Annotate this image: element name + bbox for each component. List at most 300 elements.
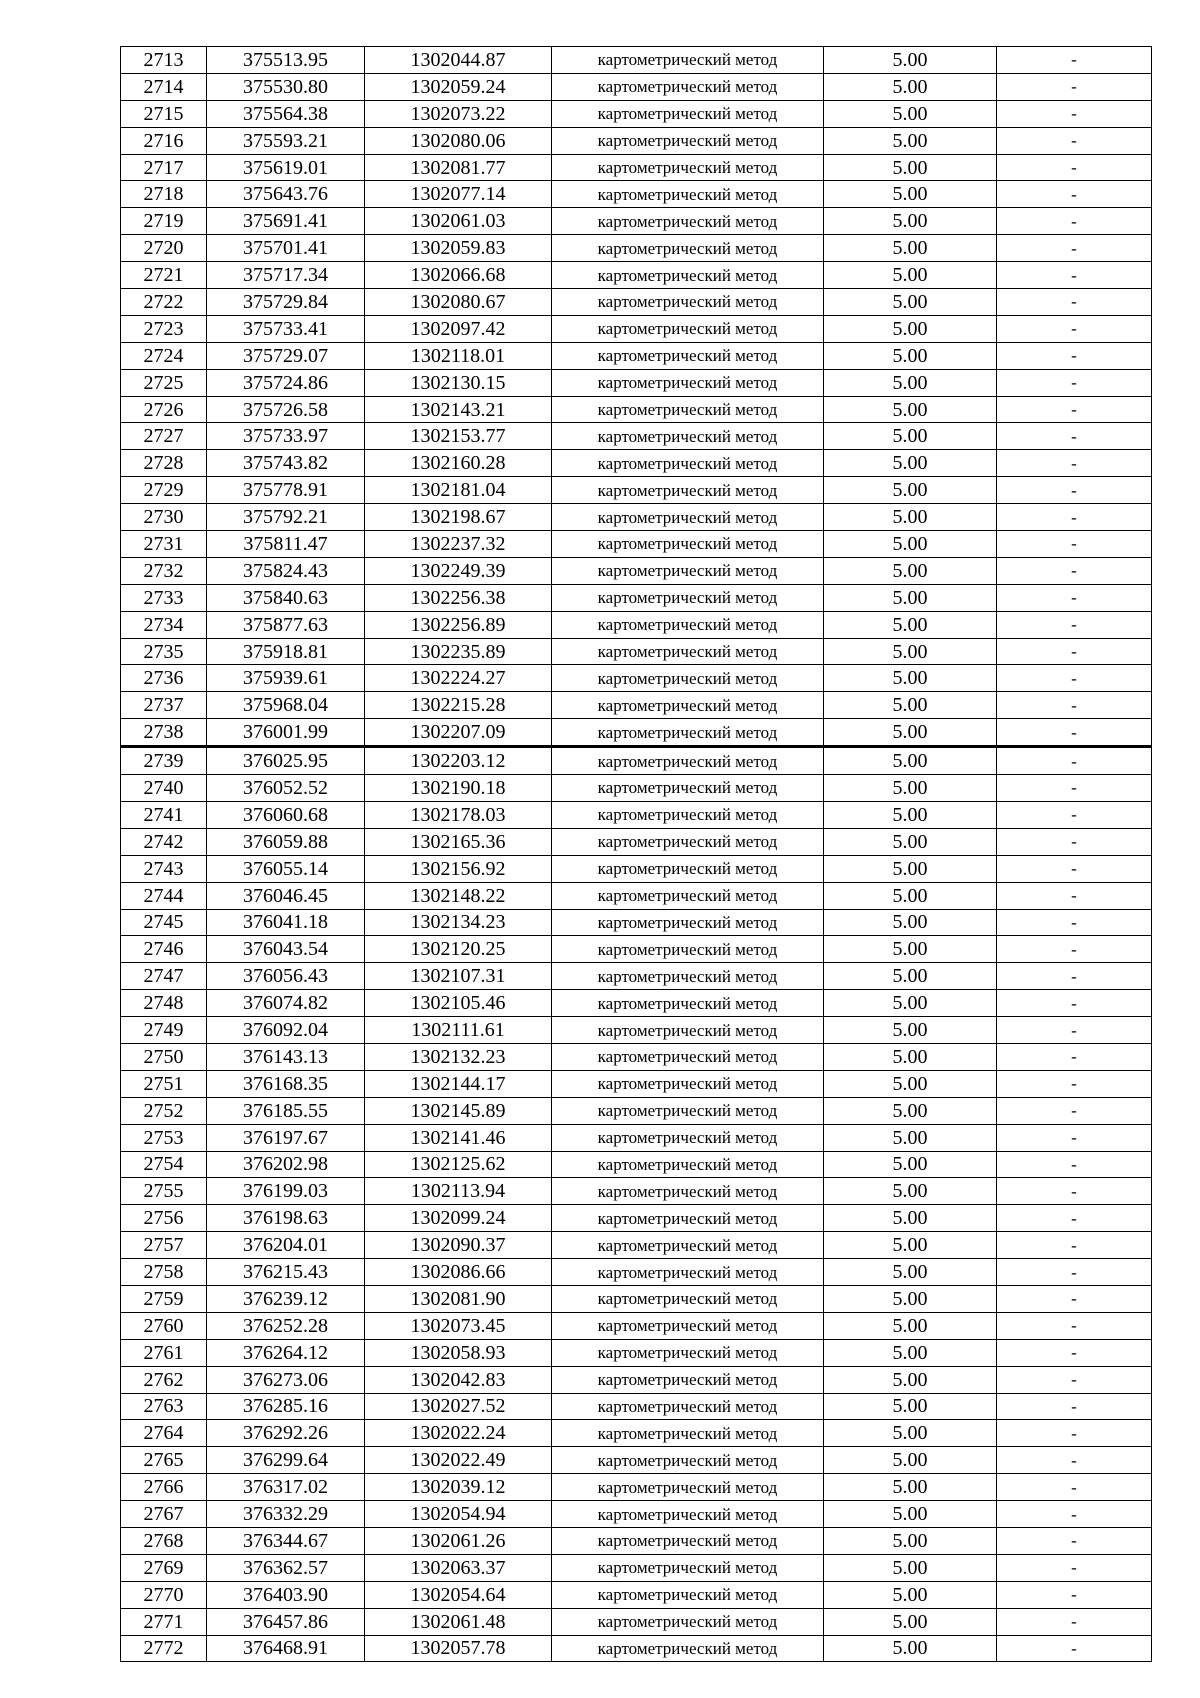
point-number-cell: 2755	[121, 1178, 207, 1205]
point-number-cell: 2734	[121, 611, 207, 638]
error-cell: 5.00	[824, 154, 997, 181]
error-cell: 5.00	[824, 423, 997, 450]
table-row	[121, 100, 1152, 127]
x-coordinate-cell: 376332.29	[207, 1501, 365, 1528]
x-coordinate-cell: 376059.88	[207, 828, 365, 855]
x-coordinate-cell: 375778.91	[207, 477, 365, 504]
error-cell: 5.00	[824, 1393, 997, 1420]
note-cell: -	[997, 1608, 1152, 1635]
table-row	[121, 801, 1152, 828]
note-cell: -	[997, 315, 1152, 342]
error-cell: 5.00	[824, 882, 997, 909]
y-coordinate-cell: 1302107.31	[365, 963, 552, 990]
table-row	[121, 423, 1152, 450]
y-coordinate-cell: 1302198.67	[365, 504, 552, 531]
error-cell: 5.00	[824, 1527, 997, 1554]
table-row	[121, 504, 1152, 531]
note-cell: -	[997, 963, 1152, 990]
x-coordinate-cell: 376060.68	[207, 801, 365, 828]
y-coordinate-cell: 1302058.93	[365, 1339, 552, 1366]
y-coordinate-cell: 1302066.68	[365, 262, 552, 289]
note-cell: -	[997, 1554, 1152, 1581]
table-row	[121, 1017, 1152, 1044]
note-cell: -	[997, 692, 1152, 719]
point-number-cell: 2735	[121, 638, 207, 665]
note-cell: -	[997, 1339, 1152, 1366]
y-coordinate-cell: 1302134.23	[365, 909, 552, 936]
x-coordinate-cell: 376043.54	[207, 936, 365, 963]
y-coordinate-cell: 1302207.09	[365, 719, 552, 747]
method-cell: картометрический метод	[552, 963, 824, 990]
y-coordinate-cell: 1302057.78	[365, 1635, 552, 1662]
note-cell: -	[997, 1581, 1152, 1608]
x-coordinate-cell: 376273.06	[207, 1366, 365, 1393]
x-coordinate-cell: 375743.82	[207, 450, 365, 477]
note-cell: -	[997, 1527, 1152, 1554]
x-coordinate-cell: 375513.95	[207, 47, 365, 74]
x-coordinate-cell: 376046.45	[207, 882, 365, 909]
method-cell: картометрический метод	[552, 1205, 824, 1232]
point-number-cell: 2714	[121, 73, 207, 100]
note-cell: -	[997, 611, 1152, 638]
table-row	[121, 665, 1152, 692]
x-coordinate-cell: 376055.14	[207, 855, 365, 882]
x-coordinate-cell: 376285.16	[207, 1393, 365, 1420]
error-cell: 5.00	[824, 1043, 997, 1070]
x-coordinate-cell: 376001.99	[207, 719, 365, 747]
x-coordinate-cell: 376403.90	[207, 1581, 365, 1608]
note-cell: -	[997, 1043, 1152, 1070]
method-cell: картометрический метод	[552, 531, 824, 558]
note-cell: -	[997, 208, 1152, 235]
method-cell: картометрический метод	[552, 1017, 824, 1044]
note-cell: -	[997, 423, 1152, 450]
note-cell: -	[997, 1447, 1152, 1474]
error-cell: 5.00	[824, 936, 997, 963]
y-coordinate-cell: 1302073.45	[365, 1312, 552, 1339]
y-coordinate-cell: 1302181.04	[365, 477, 552, 504]
y-coordinate-cell: 1302156.92	[365, 855, 552, 882]
table-row	[121, 450, 1152, 477]
y-coordinate-cell: 1302165.36	[365, 828, 552, 855]
error-cell: 5.00	[824, 828, 997, 855]
table-row	[121, 1581, 1152, 1608]
table-row	[121, 1070, 1152, 1097]
x-coordinate-cell: 375918.81	[207, 638, 365, 665]
y-coordinate-cell: 1302144.17	[365, 1070, 552, 1097]
x-coordinate-cell: 375724.86	[207, 369, 365, 396]
x-coordinate-cell: 375939.61	[207, 665, 365, 692]
y-coordinate-cell: 1302125.62	[365, 1151, 552, 1178]
point-number-cell: 2765	[121, 1447, 207, 1474]
point-number-cell: 2758	[121, 1259, 207, 1286]
method-cell: картометрический метод	[552, 1501, 824, 1528]
y-coordinate-cell: 1302086.66	[365, 1259, 552, 1286]
x-coordinate-cell: 375877.63	[207, 611, 365, 638]
y-coordinate-cell: 1302148.22	[365, 882, 552, 909]
method-cell: картометрический метод	[552, 1527, 824, 1554]
error-cell: 5.00	[824, 1581, 997, 1608]
x-coordinate-cell: 376074.82	[207, 990, 365, 1017]
x-coordinate-cell: 375729.84	[207, 289, 365, 316]
table-row	[121, 638, 1152, 665]
x-coordinate-cell: 376092.04	[207, 1017, 365, 1044]
x-coordinate-cell: 376198.63	[207, 1205, 365, 1232]
method-cell: картометрический метод	[552, 504, 824, 531]
point-number-cell: 2753	[121, 1124, 207, 1151]
table-row	[121, 289, 1152, 316]
point-number-cell: 2764	[121, 1420, 207, 1447]
x-coordinate-cell: 376143.13	[207, 1043, 365, 1070]
method-cell: картометрический метод	[552, 1312, 824, 1339]
table-row	[121, 1501, 1152, 1528]
method-cell: картометрический метод	[552, 1608, 824, 1635]
point-number-cell: 2719	[121, 208, 207, 235]
y-coordinate-cell: 1302203.12	[365, 747, 552, 775]
x-coordinate-cell: 375824.43	[207, 557, 365, 584]
error-cell: 5.00	[824, 1097, 997, 1124]
x-coordinate-cell: 375968.04	[207, 692, 365, 719]
method-cell: картометрический метод	[552, 665, 824, 692]
x-coordinate-cell: 376362.57	[207, 1554, 365, 1581]
method-cell: картометрический метод	[552, 423, 824, 450]
method-cell: картометрический метод	[552, 719, 824, 747]
x-coordinate-cell: 376202.98	[207, 1151, 365, 1178]
note-cell: -	[997, 477, 1152, 504]
method-cell: картометрический метод	[552, 1420, 824, 1447]
note-cell: -	[997, 557, 1152, 584]
table-row	[121, 315, 1152, 342]
table-row	[121, 1285, 1152, 1312]
x-coordinate-cell: 376457.86	[207, 1608, 365, 1635]
note-cell: -	[997, 1070, 1152, 1097]
y-coordinate-cell: 1302256.38	[365, 584, 552, 611]
table-row	[121, 127, 1152, 154]
method-cell: картометрический метод	[552, 882, 824, 909]
y-coordinate-cell: 1302099.24	[365, 1205, 552, 1232]
point-number-cell: 2720	[121, 235, 207, 262]
x-coordinate-cell: 375619.01	[207, 154, 365, 181]
note-cell: -	[997, 665, 1152, 692]
table-row	[121, 692, 1152, 719]
note-cell: -	[997, 1312, 1152, 1339]
table-row	[121, 882, 1152, 909]
error-cell: 5.00	[824, 855, 997, 882]
table-row	[121, 1420, 1152, 1447]
note-cell: -	[997, 127, 1152, 154]
error-cell: 5.00	[824, 1151, 997, 1178]
method-cell: картометрический метод	[552, 1447, 824, 1474]
x-coordinate-cell: 376252.28	[207, 1312, 365, 1339]
method-cell: картометрический метод	[552, 1124, 824, 1151]
x-coordinate-cell: 376292.26	[207, 1420, 365, 1447]
error-cell: 5.00	[824, 342, 997, 369]
error-cell: 5.00	[824, 369, 997, 396]
y-coordinate-cell: 1302120.25	[365, 936, 552, 963]
table-row	[121, 342, 1152, 369]
point-number-cell: 2740	[121, 775, 207, 802]
point-number-cell: 2760	[121, 1312, 207, 1339]
error-cell: 5.00	[824, 638, 997, 665]
error-cell: 5.00	[824, 775, 997, 802]
table-row	[121, 1312, 1152, 1339]
error-cell: 5.00	[824, 665, 997, 692]
y-coordinate-cell: 1302039.12	[365, 1474, 552, 1501]
x-coordinate-cell: 375840.63	[207, 584, 365, 611]
point-number-cell: 2726	[121, 396, 207, 423]
point-number-cell: 2738	[121, 719, 207, 747]
y-coordinate-cell: 1302249.39	[365, 557, 552, 584]
error-cell: 5.00	[824, 1474, 997, 1501]
x-coordinate-cell: 376185.55	[207, 1097, 365, 1124]
y-coordinate-cell: 1302081.77	[365, 154, 552, 181]
coordinates-table	[120, 46, 1152, 1662]
method-cell: картометрический метод	[552, 584, 824, 611]
y-coordinate-cell: 1302130.15	[365, 369, 552, 396]
point-number-cell: 2731	[121, 531, 207, 558]
note-cell: -	[997, 1474, 1152, 1501]
table-row	[121, 1635, 1152, 1662]
x-coordinate-cell: 375691.41	[207, 208, 365, 235]
note-cell: -	[997, 100, 1152, 127]
y-coordinate-cell: 1302059.83	[365, 235, 552, 262]
method-cell: картометрический метод	[552, 1581, 824, 1608]
x-coordinate-cell: 376215.43	[207, 1259, 365, 1286]
error-cell: 5.00	[824, 1366, 997, 1393]
y-coordinate-cell: 1302215.28	[365, 692, 552, 719]
error-cell: 5.00	[824, 477, 997, 504]
y-coordinate-cell: 1302190.18	[365, 775, 552, 802]
error-cell: 5.00	[824, 801, 997, 828]
method-cell: картометрический метод	[552, 1097, 824, 1124]
method-cell: картометрический метод	[552, 342, 824, 369]
y-coordinate-cell: 1302054.64	[365, 1581, 552, 1608]
error-cell: 5.00	[824, 1285, 997, 1312]
note-cell: -	[997, 1097, 1152, 1124]
point-number-cell: 2732	[121, 557, 207, 584]
error-cell: 5.00	[824, 719, 997, 747]
x-coordinate-cell: 375733.97	[207, 423, 365, 450]
error-cell: 5.00	[824, 1205, 997, 1232]
table-row	[121, 73, 1152, 100]
table-row	[121, 1608, 1152, 1635]
x-coordinate-cell: 376041.18	[207, 909, 365, 936]
point-number-cell: 2770	[121, 1581, 207, 1608]
y-coordinate-cell: 1302081.90	[365, 1285, 552, 1312]
error-cell: 5.00	[824, 208, 997, 235]
table-row	[121, 909, 1152, 936]
error-cell: 5.00	[824, 1312, 997, 1339]
y-coordinate-cell: 1302113.94	[365, 1178, 552, 1205]
note-cell: -	[997, 181, 1152, 208]
note-cell: -	[997, 1232, 1152, 1259]
error-cell: 5.00	[824, 692, 997, 719]
x-coordinate-cell: 376239.12	[207, 1285, 365, 1312]
note-cell: -	[997, 1017, 1152, 1044]
point-number-cell: 2741	[121, 801, 207, 828]
method-cell: картометрический метод	[552, 1554, 824, 1581]
y-coordinate-cell: 1302073.22	[365, 100, 552, 127]
method-cell: картометрический метод	[552, 1043, 824, 1070]
point-number-cell: 2762	[121, 1366, 207, 1393]
table-row	[121, 557, 1152, 584]
method-cell: картометрический метод	[552, 828, 824, 855]
x-coordinate-cell: 376317.02	[207, 1474, 365, 1501]
error-cell: 5.00	[824, 1608, 997, 1635]
point-number-cell: 2744	[121, 882, 207, 909]
note-cell: -	[997, 396, 1152, 423]
x-coordinate-cell: 375717.34	[207, 262, 365, 289]
y-coordinate-cell: 1302063.37	[365, 1554, 552, 1581]
note-cell: -	[997, 1420, 1152, 1447]
y-coordinate-cell: 1302132.23	[365, 1043, 552, 1070]
error-cell: 5.00	[824, 909, 997, 936]
method-cell: картометрический метод	[552, 692, 824, 719]
error-cell: 5.00	[824, 584, 997, 611]
table-row	[121, 1527, 1152, 1554]
point-number-cell: 2752	[121, 1097, 207, 1124]
point-number-cell: 2769	[121, 1554, 207, 1581]
x-coordinate-cell: 375733.41	[207, 315, 365, 342]
method-cell: картометрический метод	[552, 369, 824, 396]
x-coordinate-cell: 376344.67	[207, 1527, 365, 1554]
y-coordinate-cell: 1302145.89	[365, 1097, 552, 1124]
error-cell: 5.00	[824, 262, 997, 289]
error-cell: 5.00	[824, 100, 997, 127]
table-row	[121, 1393, 1152, 1420]
error-cell: 5.00	[824, 990, 997, 1017]
error-cell: 5.00	[824, 504, 997, 531]
table-row	[121, 369, 1152, 396]
error-cell: 5.00	[824, 1339, 997, 1366]
point-number-cell: 2723	[121, 315, 207, 342]
y-coordinate-cell: 1302042.83	[365, 1366, 552, 1393]
x-coordinate-cell: 376204.01	[207, 1232, 365, 1259]
x-coordinate-cell: 375701.41	[207, 235, 365, 262]
method-cell: картометрический метод	[552, 127, 824, 154]
error-cell: 5.00	[824, 1447, 997, 1474]
table-row	[121, 1339, 1152, 1366]
method-cell: картометрический метод	[552, 638, 824, 665]
y-coordinate-cell: 1302111.61	[365, 1017, 552, 1044]
method-cell: картометрический метод	[552, 315, 824, 342]
point-number-cell: 2743	[121, 855, 207, 882]
table-row	[121, 1259, 1152, 1286]
table-row	[121, 1124, 1152, 1151]
point-number-cell: 2761	[121, 1339, 207, 1366]
table-row	[121, 855, 1152, 882]
error-cell: 5.00	[824, 127, 997, 154]
y-coordinate-cell: 1302077.14	[365, 181, 552, 208]
method-cell: картометрический метод	[552, 855, 824, 882]
note-cell: -	[997, 450, 1152, 477]
y-coordinate-cell: 1302044.87	[365, 47, 552, 74]
error-cell: 5.00	[824, 747, 997, 775]
method-cell: картометрический метод	[552, 1285, 824, 1312]
x-coordinate-cell: 376168.35	[207, 1070, 365, 1097]
note-cell: -	[997, 747, 1152, 775]
point-number-cell: 2725	[121, 369, 207, 396]
y-coordinate-cell: 1302061.48	[365, 1608, 552, 1635]
point-number-cell: 2733	[121, 584, 207, 611]
x-coordinate-cell: 376468.91	[207, 1635, 365, 1662]
method-cell: картометрический метод	[552, 100, 824, 127]
y-coordinate-cell: 1302080.67	[365, 289, 552, 316]
point-number-cell: 2746	[121, 936, 207, 963]
note-cell: -	[997, 1501, 1152, 1528]
table-row	[121, 1097, 1152, 1124]
y-coordinate-cell: 1302090.37	[365, 1232, 552, 1259]
y-coordinate-cell: 1302059.24	[365, 73, 552, 100]
point-number-cell: 2745	[121, 909, 207, 936]
note-cell: -	[997, 369, 1152, 396]
y-coordinate-cell: 1302080.06	[365, 127, 552, 154]
error-cell: 5.00	[824, 1554, 997, 1581]
table-row	[121, 1178, 1152, 1205]
point-number-cell: 2721	[121, 262, 207, 289]
note-cell: -	[997, 289, 1152, 316]
method-cell: картометрический метод	[552, 1366, 824, 1393]
error-cell: 5.00	[824, 1070, 997, 1097]
method-cell: картометрический метод	[552, 1393, 824, 1420]
note-cell: -	[997, 47, 1152, 74]
point-number-cell: 2767	[121, 1501, 207, 1528]
method-cell: картометрический метод	[552, 1339, 824, 1366]
point-number-cell: 2739	[121, 747, 207, 775]
y-coordinate-cell: 1302237.32	[365, 531, 552, 558]
point-number-cell: 2718	[121, 181, 207, 208]
table-row	[121, 1366, 1152, 1393]
y-coordinate-cell: 1302061.26	[365, 1527, 552, 1554]
point-number-cell: 2724	[121, 342, 207, 369]
method-cell: картометрический метод	[552, 235, 824, 262]
x-coordinate-cell: 375792.21	[207, 504, 365, 531]
method-cell: картометрический метод	[552, 477, 824, 504]
point-number-cell: 2722	[121, 289, 207, 316]
x-coordinate-cell: 376056.43	[207, 963, 365, 990]
method-cell: картометрический метод	[552, 611, 824, 638]
table-row	[121, 531, 1152, 558]
method-cell: картометрический метод	[552, 450, 824, 477]
point-number-cell: 2728	[121, 450, 207, 477]
error-cell: 5.00	[824, 181, 997, 208]
point-number-cell: 2756	[121, 1205, 207, 1232]
table-row	[121, 775, 1152, 802]
y-coordinate-cell: 1302141.46	[365, 1124, 552, 1151]
table-row	[121, 208, 1152, 235]
x-coordinate-cell: 375593.21	[207, 127, 365, 154]
note-cell: -	[997, 504, 1152, 531]
x-coordinate-cell: 375729.07	[207, 342, 365, 369]
x-coordinate-cell: 376052.52	[207, 775, 365, 802]
note-cell: -	[997, 1635, 1152, 1662]
table-row	[121, 1205, 1152, 1232]
error-cell: 5.00	[824, 1017, 997, 1044]
table-row	[121, 719, 1152, 747]
point-number-cell: 2768	[121, 1527, 207, 1554]
point-number-cell: 2736	[121, 665, 207, 692]
x-coordinate-cell: 375726.58	[207, 396, 365, 423]
x-coordinate-cell: 376025.95	[207, 747, 365, 775]
method-cell: картометрический метод	[552, 1259, 824, 1286]
error-cell: 5.00	[824, 1501, 997, 1528]
note-cell: -	[997, 1178, 1152, 1205]
note-cell: -	[997, 342, 1152, 369]
method-cell: картометрический метод	[552, 1232, 824, 1259]
error-cell: 5.00	[824, 73, 997, 100]
point-number-cell: 2771	[121, 1608, 207, 1635]
table-row	[121, 396, 1152, 423]
